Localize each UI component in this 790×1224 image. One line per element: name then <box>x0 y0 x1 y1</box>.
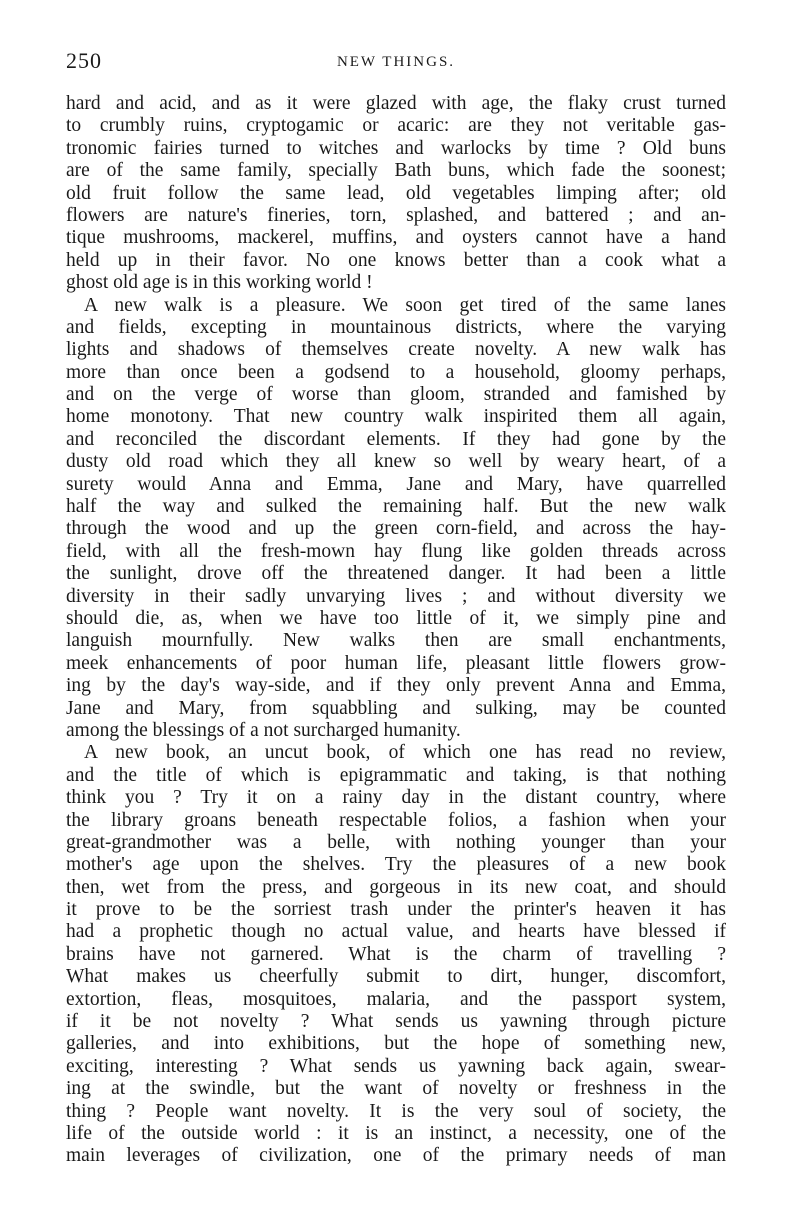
page-header <box>66 48 726 78</box>
text-line: meek enhancements of poor human life, pleasant little flowers grow- <box>66 652 726 674</box>
text-line: should die, as, when we have too little of it, we simply pine and <box>66 607 726 629</box>
text-line: galleries, and into exhibitions, but the hope of something new, <box>66 1033 726 1055</box>
text-line: mother's age upon the shelves. Try the pleasures of a new book <box>66 854 726 876</box>
text-line: thing ? People want novelty. It is the very soul of society, the <box>66 1100 726 1122</box>
paragraph-start-line: A new walk is a pleasure. We soon get tired of the same lanes <box>84 294 726 316</box>
text-line: flowers are nature's fineries, torn, splashed, and battered ; and an- <box>66 204 726 226</box>
text-line: more than once been a godsend to a household, gloomy perhaps, <box>66 361 726 383</box>
text-line: and reconciled the discordant elements. If they had gone by the <box>66 428 726 450</box>
text-line: and the title of which is epigrammatic and taking, is that nothing <box>66 764 726 786</box>
text-line: exciting, interesting ? What sends us yawning back again, swear- <box>66 1055 726 1077</box>
text-line: ing at the swindle, but the want of novelty or freshness in the <box>66 1078 726 1100</box>
text-line: and on the verge of worse than gloom, stranded and famished by <box>66 384 726 406</box>
text-line: brains have not garnered. What is the charm of travelling ? <box>66 943 726 965</box>
text-line: it prove to be the sorriest trash under the printer's heaven it has <box>66 899 726 921</box>
text-line: then, wet from the press, and gorgeous in its new coat, and should <box>66 876 726 898</box>
text-line: and fields, excepting in mountainous districts, where the varying <box>66 316 726 338</box>
text-line: the library groans beneath respectable folios, a fashion when your <box>66 809 726 831</box>
text-line: great-grandmother was a belle, with nothing younger than your <box>66 831 726 853</box>
text-line: the sunlight, drove off the threatened danger. It had been a little <box>66 563 726 585</box>
text-line: are of the same family, specially Bath buns, which fade the soonest; <box>66 160 726 182</box>
text-line: Jane and Mary, from squabbling and sulking, may be counted <box>66 697 726 719</box>
text-line: field, with all the fresh-mown hay flung like golden threads across <box>66 540 726 562</box>
text-line: home monotony. That new country walk inspirited them all again, <box>66 406 726 428</box>
text-line: hard and acid, and as it were glazed with age, the flaky crust turned <box>66 93 726 114</box>
text-line: languish mournfully. New walks then are small enchantments, <box>66 630 726 652</box>
text-line: half the way and sulked the remaining half. But the new walk <box>66 496 726 518</box>
body-text <box>66 93 726 1168</box>
text-line: if it be not novelty ? What sends us yawning through picture <box>66 1011 726 1033</box>
text-line: tronomic fairies turned to witches and warlocks by time ? Old buns <box>66 137 726 159</box>
text-line: ghost old age is in this working world ! <box>66 272 373 294</box>
page-number: 250 <box>66 48 102 73</box>
text-line: diversity in their sadly unvarying lives ; and without diversity we <box>66 585 726 607</box>
text-line: dusty old road which they all knew so well by weary heart, of a <box>66 451 726 473</box>
text-line: through the wood and up the green corn-field, and across the hay- <box>66 518 726 540</box>
paragraph-start-line: A new book, an uncut book, of which one has read no review, <box>84 742 726 764</box>
text-line: among the blessings of a not surcharged humanity. <box>66 719 461 741</box>
text-line: extortion, fleas, mosquitoes, malaria, and the passport system, <box>66 988 726 1010</box>
text-line: old fruit follow the same lead, old vegetables limping after; old <box>66 182 726 204</box>
text-line: to crumbly ruins, cryptogamic or acaric: are they not veritable gas- <box>66 115 726 137</box>
text-line: lights and shadows of themselves create novelty. A new walk has <box>66 339 726 361</box>
text-line: life of the outside world : it is an instinct, a necessity, one of the <box>66 1122 726 1144</box>
text-line: main leverages of civilization, one of the primary needs of man <box>66 1145 726 1167</box>
text-line: ing by the day's way-side, and if they only prevent Anna and Emma, <box>66 675 726 697</box>
text-line: think you ? Try it on a rainy day in the distant country, where <box>66 787 726 809</box>
text-line: surety would Anna and Emma, Jane and Mary, have quarrelled <box>66 473 726 495</box>
text-line: held up in their favor. No one knows better than a cook what a <box>66 249 726 271</box>
text-line: What makes us cheerfully submit to dirt, hunger, discomfort, <box>66 966 726 988</box>
running-title: NEW THINGS. <box>336 54 456 70</box>
text-line: tique mushrooms, mackerel, muffins, and oysters cannot have a hand <box>66 227 726 249</box>
text-line: had a prophetic though no actual value, and hearts have blessed if <box>66 921 726 943</box>
